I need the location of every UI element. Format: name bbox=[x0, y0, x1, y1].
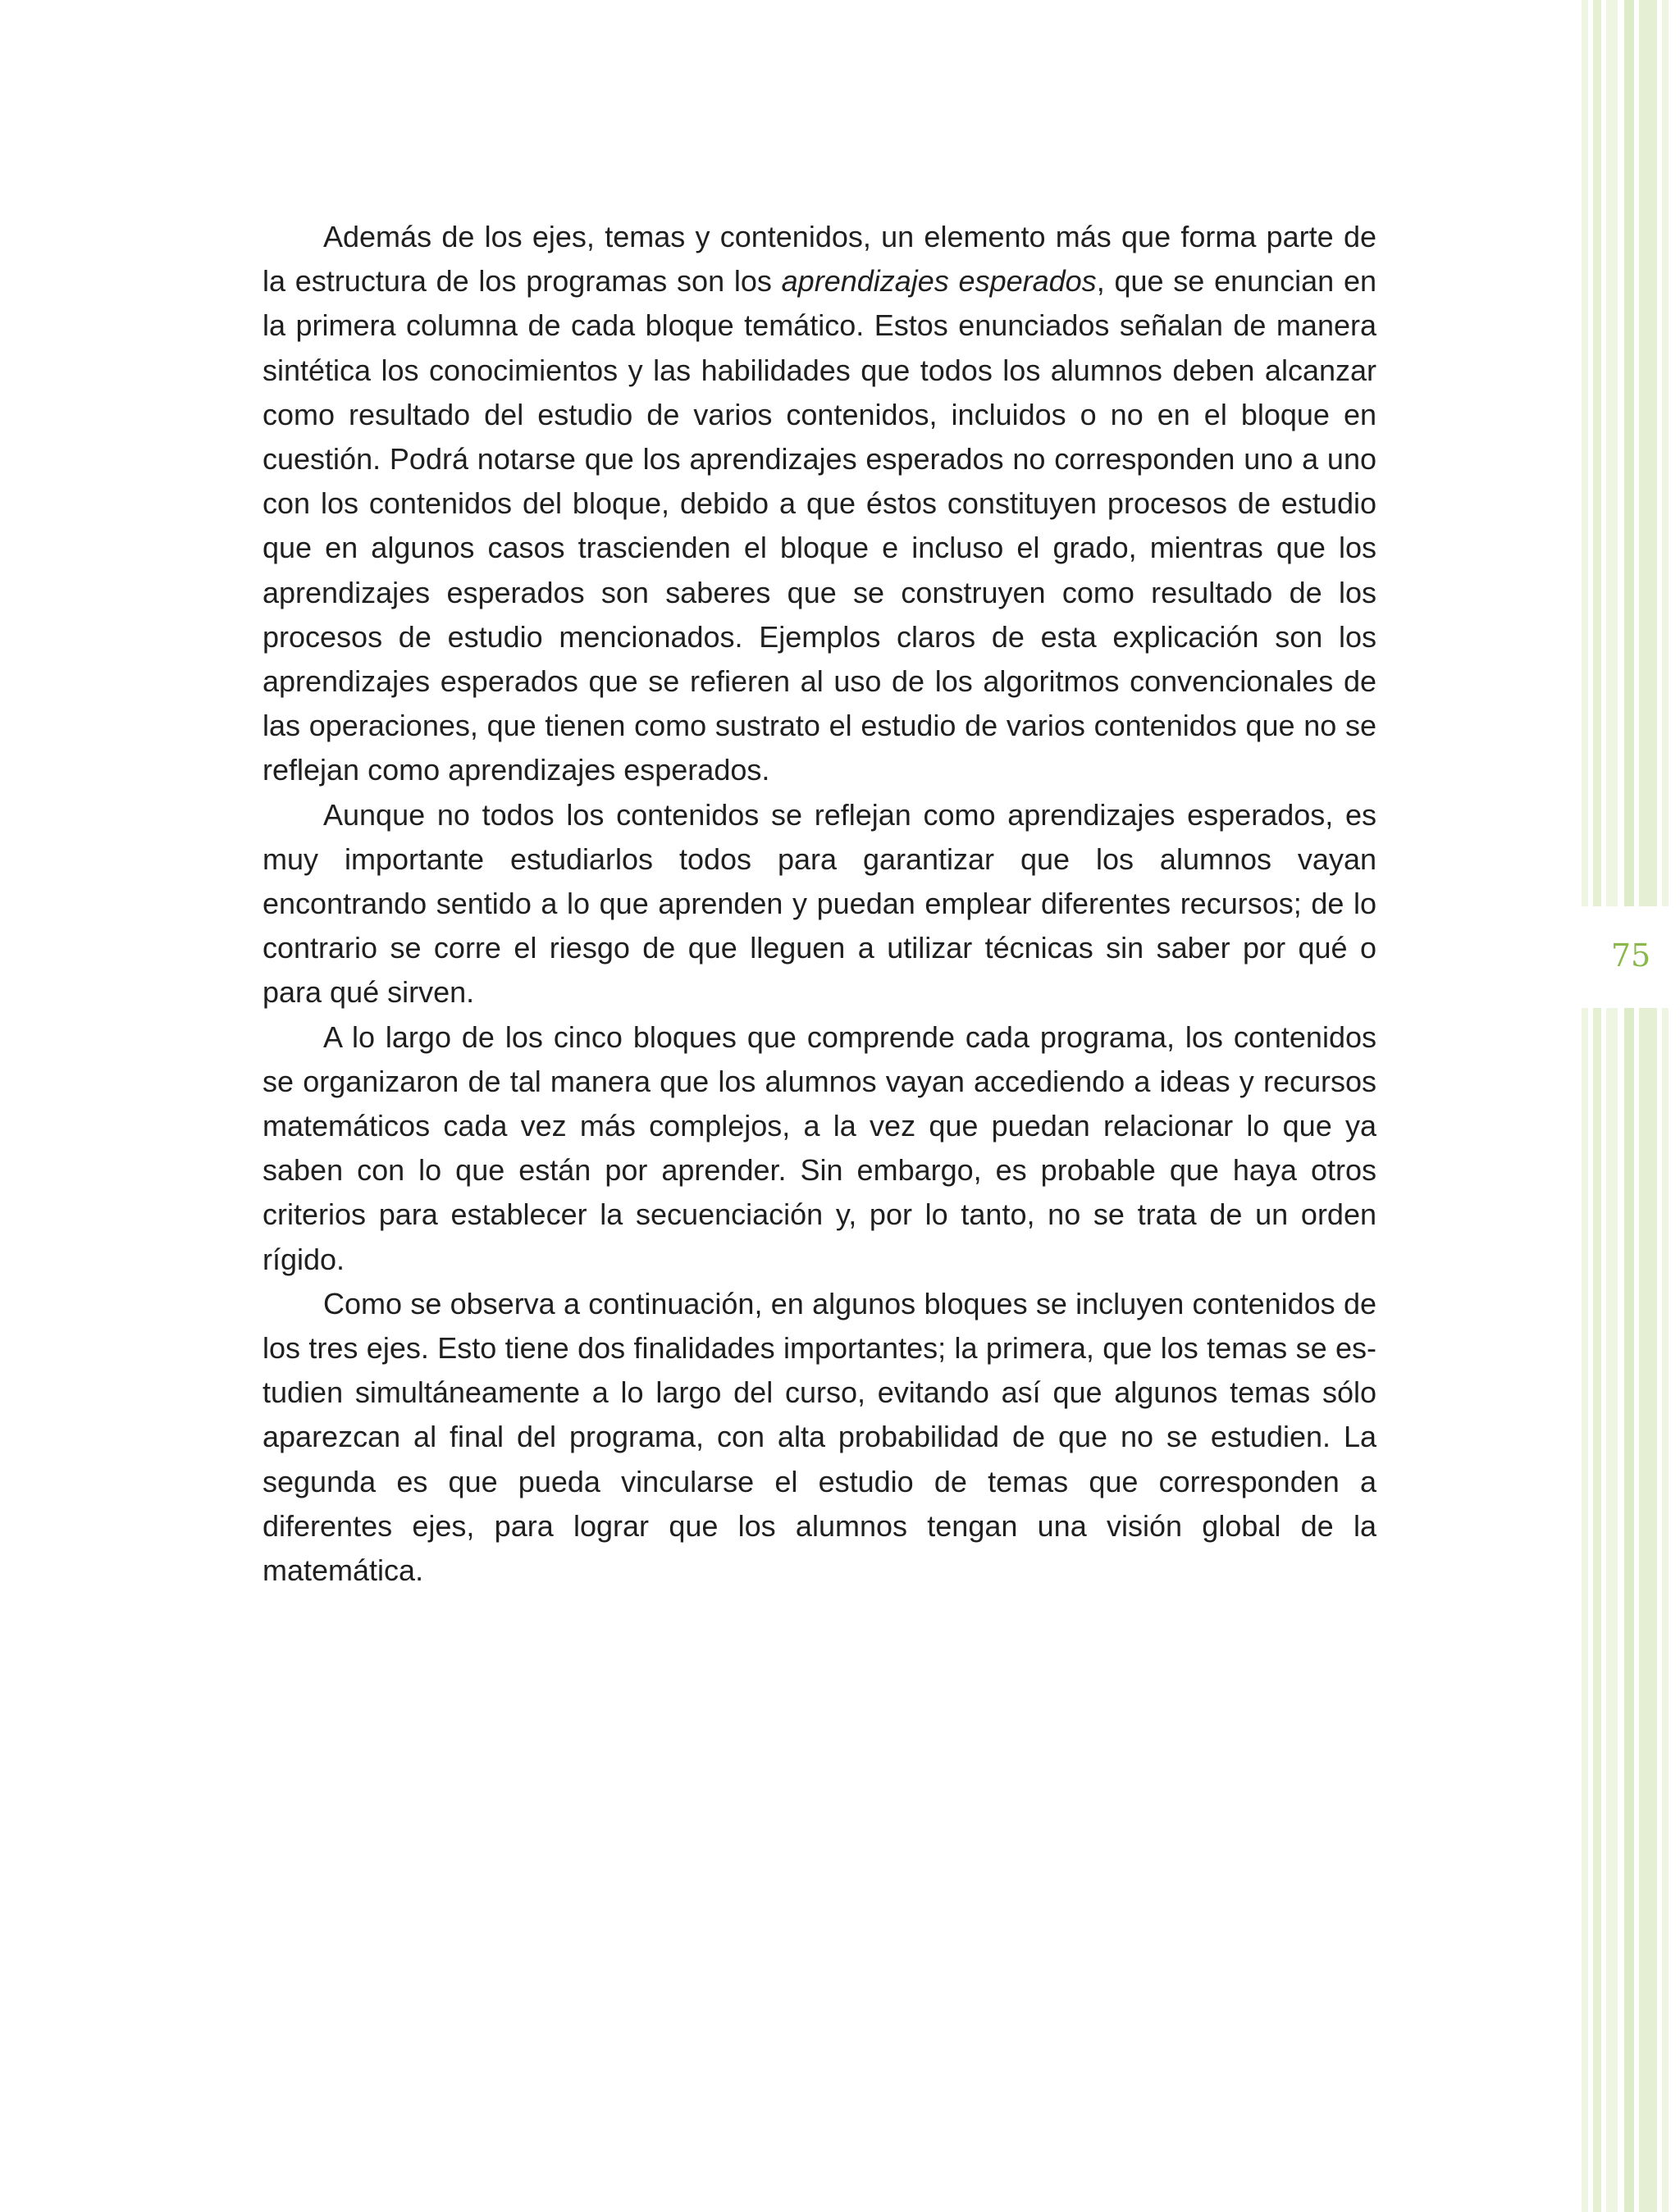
margin-stripe bbox=[1662, 0, 1669, 2212]
paragraph-2: Aunque no todos los contenidos se reflejan como aprendizajes esperados, es muy importante estudiarlos todos para garantizar que los alumnos vayan encontrando sentido a lo que aprenden y puedan emplear diferentes recursos; de lo contrario se corre el riesgo de que lleguen a utilizar técnicas sin saber por qué o para qué sirven. bbox=[262, 797, 1376, 1010]
margin-stripe bbox=[1624, 0, 1634, 2212]
paragraph-1 bbox=[262, 215, 1376, 793]
margin-stripe bbox=[1582, 0, 1588, 2212]
margin-stripe bbox=[1639, 0, 1657, 2212]
margin-stripe bbox=[1593, 0, 1601, 2212]
paragraph-3: A lo largo de los cinco bloques que comprende cada programa, los contenidos se organizaron de tal manera que los alumnos vayan accediendo a ideas y recursos matemáticos cada vez más complejos, a la vez que puedan relacionar lo que ya saben con lo que están por aprender. Sin embargo, es probable que haya otros criterios para establecer la secuenciación y, por lo tanto, no se trata de un orden rígido. bbox=[262, 1019, 1376, 1276]
page-number: 75 bbox=[1610, 937, 1651, 974]
paragraph-1-rest: , que se enuncian en la primera columna de cada bloque temático. Estos enunciados señalan de manera sintética los conocimientos y las habilidades que todos los alumnos deben alcanzar como resultado del estudio de varios contenidos, incluidos o no en el bloque en cuestión. Podrá notarse que los aprendizajes esperados no corresponden uno a uno con los contenidos del bloque, debido a que éstos constituyen procesos de estudio que en algunos casos trascienden el bloque e incluso el grado, mientras que los aprendizajes esperados son saberes que se construyen como resultado de los procesos de estudio mencionados. Ejemplos claros de esta explicación son los aprendizajes esperados que se refieren al uso de los algoritmos convencionales de las operaciones, que tienen como sustrato el estudio de varios contenidos que no se reflejan como aprendizajes esperados. bbox=[262, 264, 1377, 787]
italic-term: aprendizajes esperados bbox=[781, 264, 1097, 299]
paragraph-1-start: Además de los ejes, temas y contenidos, un elemento más que forma parte de la estructura de los programas son los bbox=[262, 220, 1376, 299]
margin-stripe bbox=[1606, 0, 1618, 2212]
paragraph-4: Como se observa a continuación, en algunos bloques se incluyen contenidos de los tres ejes. Esto tiene dos finalidades importantes; la primera, que los temas se estudien simultáneamente a lo largo del curso, evitando así que algunos temas sólo aparezcan al final del programa, con alta probabilidad de que no se estudien. La segunda es que pueda vincularse el estudio de temas que corresponden a diferentes ejes, para lograr que los alumnos tengan una visión global de la matemática. bbox=[262, 1286, 1376, 1588]
decorative-margin-stripes bbox=[1582, 0, 1680, 2212]
body-text bbox=[262, 215, 1376, 1593]
